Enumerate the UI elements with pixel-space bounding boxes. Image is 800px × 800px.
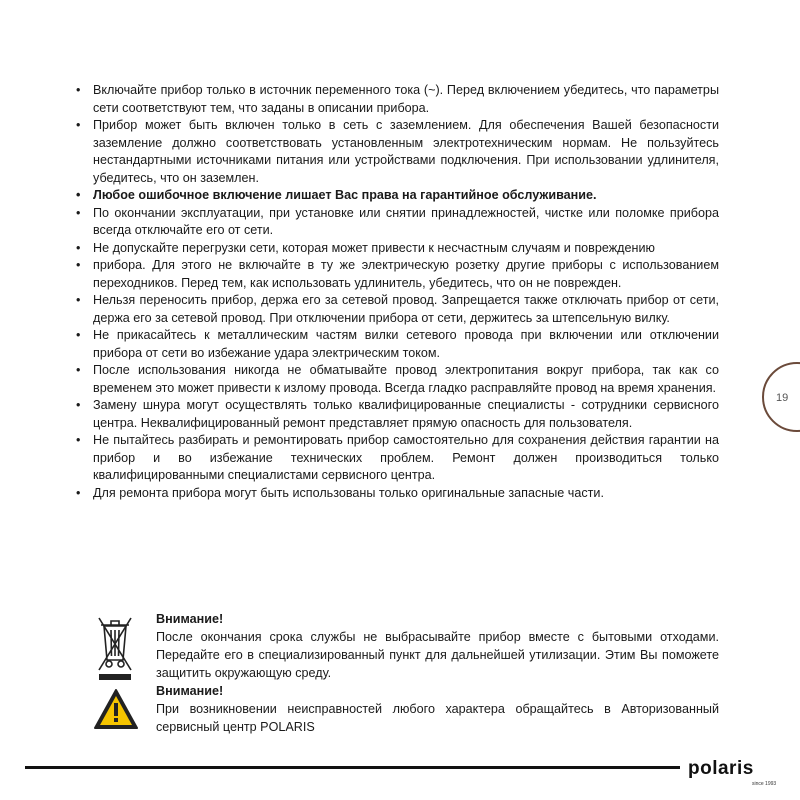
notice-text: При возникновении неисправностей любого характера обращайтесь в Авторизованный сервисный центр POLARIS [156, 702, 719, 734]
list-item: • Не пытайтесь разбирать и ремонтировать прибор самостоятельно для сохранения действия гарантии на прибор и во избежание технических проблем. Ремонт должен производиться только квалифицированными специалистами сервисного центра. [76, 432, 719, 485]
warning-triangle-icon [93, 688, 139, 730]
list-item: • Не прикасайтесь к металлическим частям вилки сетевого провода при включении или отключении прибора от сети во избежание удара электрическим током. [76, 327, 719, 362]
list-item: • прибора. Для этого не включайте в ту же электрическую розетку другие приборы с использованием переходников. Перед тем, как использовать удлинитель, убедитесь, что он не поврежден. [76, 257, 719, 292]
brand-logo: polaris [688, 758, 754, 779]
notice-heading: Внимание! [156, 684, 224, 698]
list-item: • Не допускайте перегрузки сети, которая может привести к несчастным случаям и повреждению [76, 240, 719, 258]
list-item: • Для ремонта прибора могут быть использованы только оригинальные запасные части. [76, 485, 719, 503]
list-item: • Замену шнура могут осуществлять только квалифицированные специалисты - сотрудники сервисного центра. Неквалифицированный ремонт представляет прямую опасность для пользователя. [76, 397, 719, 432]
list-item: • Прибор может быть включен только в сеть с заземлением. Для обеспечения Вашей безопасности заземление должно соответствовать установленным электротехническим нормам. Не пользуйтесь нестандартными источниками питания или устройствами подключения. При использовании удлинителя, убедитесь, что он заземлен. [76, 117, 719, 187]
page-number-badge [762, 362, 800, 432]
safety-instructions-list [76, 82, 719, 502]
list-item: • После использования никогда не обматывайте провод электропитания вокруг прибора, так как со временем это может привести к излому провода. Всегда гладко расправляйте провод на время хранения. [76, 362, 719, 397]
list-item: • Включайте прибор только в источник переменного тока (~). Перед включением убедитесь, что параметры сети соответствуют тем, что заданы в описании прибора. [76, 82, 719, 117]
notices-block [156, 610, 719, 736]
list-item: • Нельзя переносить прибор, держа его за сетевой провод. Запрещается также отключать прибор от сети, держа его за сетевой провод. При отключении прибора от сети, держитесь за штепсельную вилку. [76, 292, 719, 327]
page-number: 19 [776, 392, 789, 404]
footer-rule [25, 766, 680, 769]
notice-heading: Внимание! [156, 612, 224, 626]
brand-since: since 1993 [752, 781, 777, 787]
crossed-out-bin-icon [97, 612, 133, 682]
list-item: • По окончании эксплуатации, при установке или снятии принадлежностей, чистке или поломке прибора всегда отключайте его от сети. [76, 205, 719, 240]
notice-text: После окончания срока службы не выбрасывайте прибор вместе с бытовыми отходами. Передайте его в специализированный пункт для дальнейшей утилизации. Этим Вы поможете защитить окружающую среду. [156, 630, 719, 680]
list-item: • Любое ошибочное включение лишает Вас права на гарантийное обслуживание. [76, 187, 719, 205]
